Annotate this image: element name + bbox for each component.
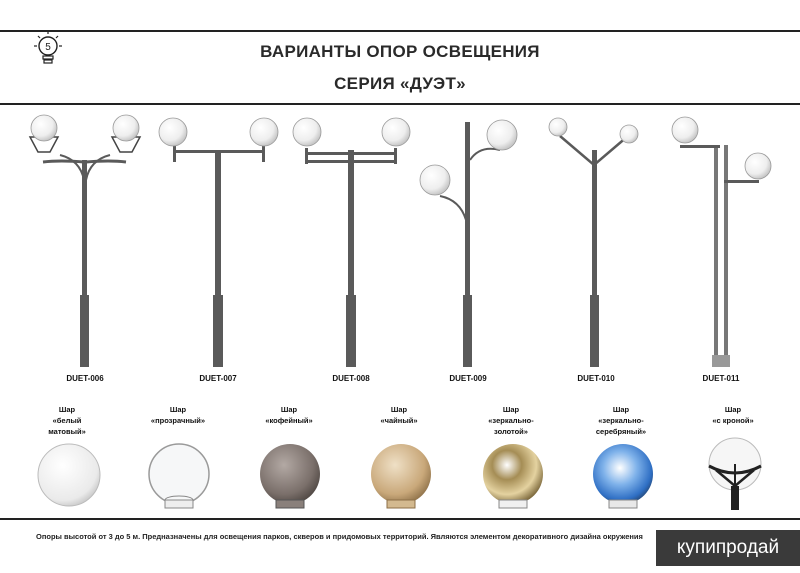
ball-label-mirror-silver: Шар «зеркально- серебряный»	[595, 405, 647, 436]
ball-label-white-matte: Шар «белый матовый»	[48, 405, 86, 436]
ball-mirror-gold	[480, 442, 546, 514]
model-code: DUET-007	[199, 374, 237, 383]
pole-duet-006	[30, 115, 140, 367]
ball-coffee	[257, 442, 323, 514]
model-code: DUET-011	[702, 374, 740, 383]
pole-duet-008	[293, 118, 410, 367]
ball-label-crown: Шар «с кроной»	[712, 405, 754, 425]
poles-illustration	[0, 110, 800, 372]
badge-number: 5	[45, 42, 51, 53]
watermark: купипродай	[656, 530, 800, 566]
ball-clear	[146, 442, 212, 514]
ball-label-tea: Шар «чайный»	[380, 405, 418, 425]
ball-mirror-silver	[590, 442, 656, 514]
pole-duet-009	[420, 120, 517, 367]
ball-tea	[368, 442, 434, 514]
pole-duet-007	[159, 118, 278, 367]
ball-white-matte	[36, 442, 102, 508]
model-code: DUET-010	[577, 374, 615, 383]
model-code: DUET-008	[332, 374, 370, 383]
header-bottom-rule	[0, 103, 800, 105]
pole-duet-011	[672, 117, 771, 367]
ball-label-clear: Шар «прозрачный»	[150, 405, 206, 425]
ball-label-mirror-gold: Шар «зеркально- золотой»	[488, 405, 534, 436]
ball-crown	[702, 436, 768, 516]
model-code: DUET-009	[449, 374, 487, 383]
ball-label-coffee: Шар «кофейный»	[265, 405, 313, 425]
model-code: DUET-006	[66, 374, 104, 383]
page-title: ВАРИАНТЫ ОПОР ОСВЕЩЕНИЯ	[260, 42, 540, 61]
page-subtitle: СЕРИЯ «ДУЭТ»	[334, 74, 466, 93]
footer-text: Опоры высотой от 3 до 5 м. Предназначены для освещения парков, скверов и придомовых территорий. Являются элементом декоративного дизайна окружения	[36, 532, 643, 541]
footer-rule	[0, 518, 800, 520]
top-rule	[0, 30, 800, 32]
pole-duet-010	[549, 118, 638, 367]
